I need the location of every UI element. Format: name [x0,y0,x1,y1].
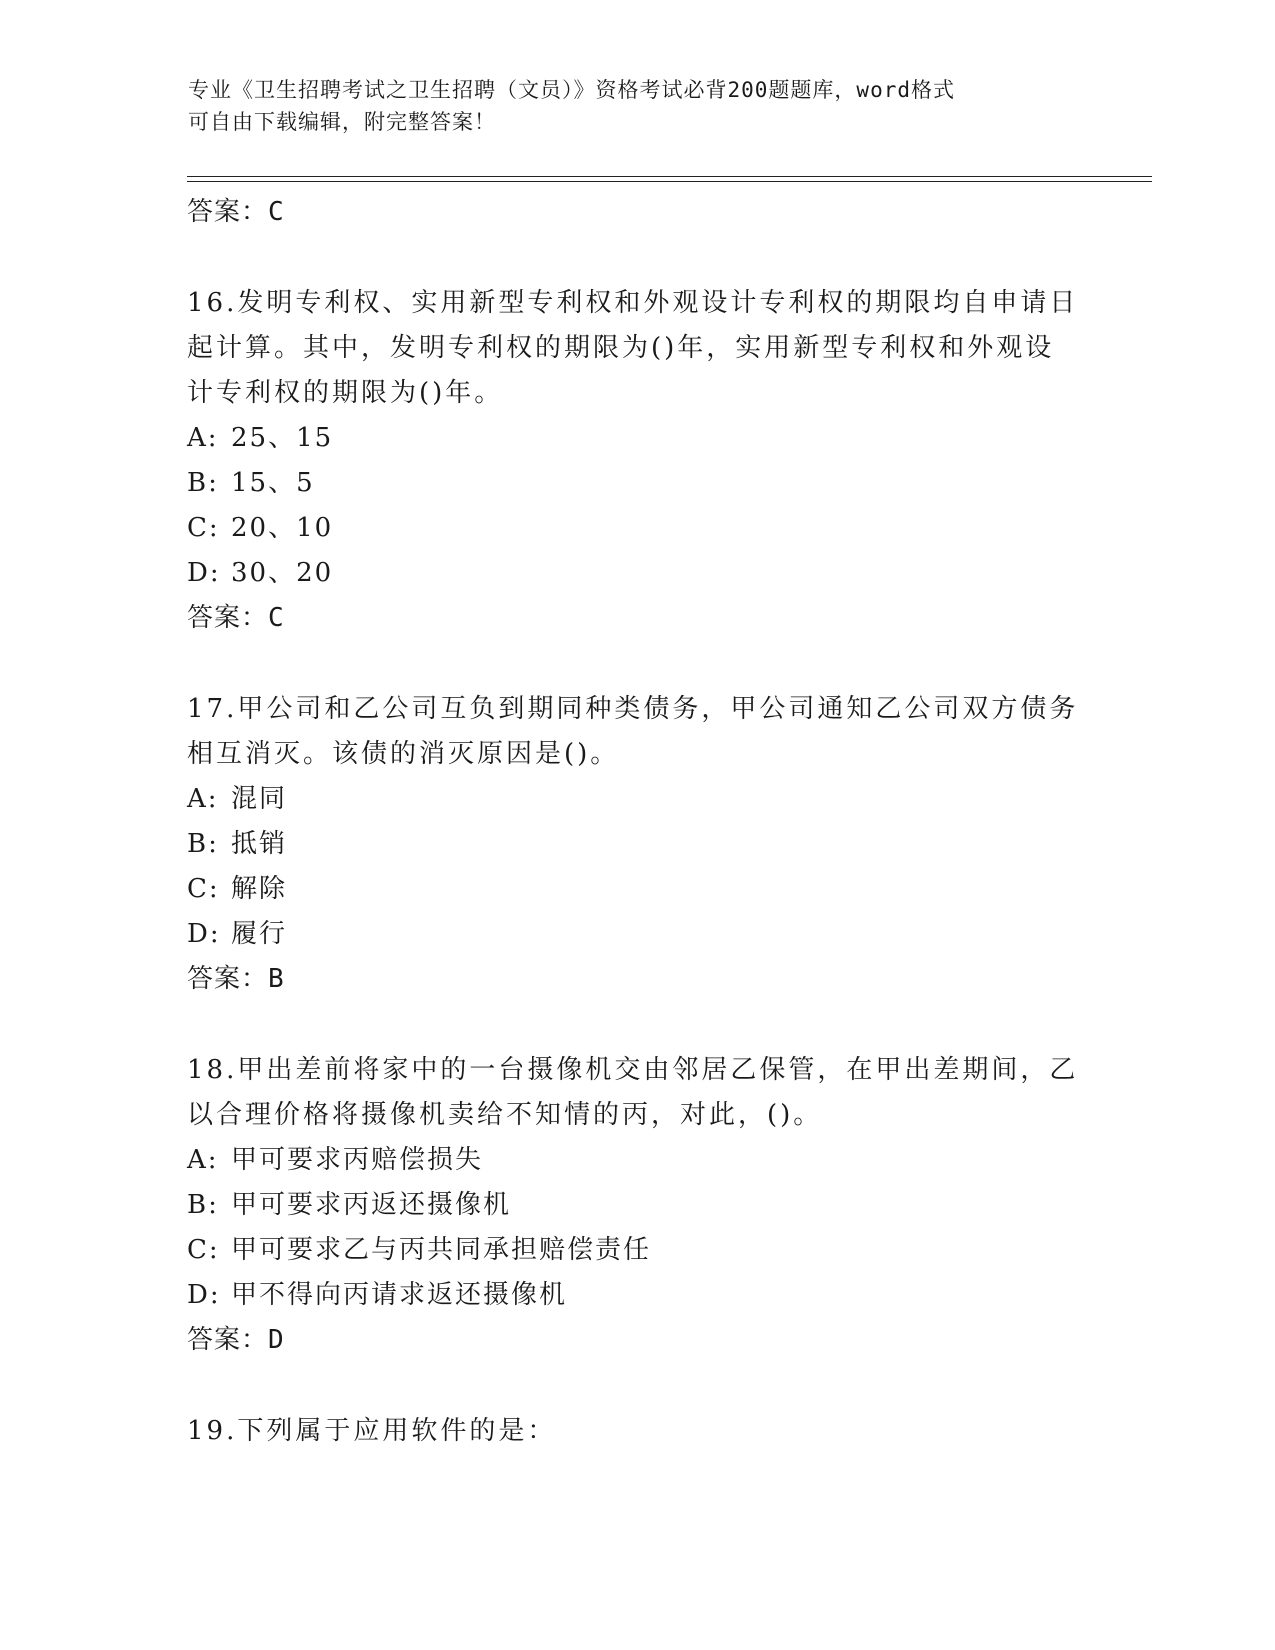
question-text-line: 16.发明专利权、实用新型专利权和外观设计专利权的期限均自申请日 [187,288,1079,318]
option-d [187,551,1087,596]
option-key: C: [187,513,220,543]
option-text: 25、15 [231,423,334,453]
header-line-2: 可自由下载编辑，附完整答案！ [188,110,496,134]
option-key: D: [187,558,221,588]
option-text: 30、20 [231,558,334,588]
option-key: B: [187,1190,219,1220]
option-text: 抵销 [231,829,288,859]
option-text: 甲不得向丙请求返还摄像机 [231,1280,568,1310]
spacer [187,1362,1087,1409]
question-18 [187,1048,1087,1362]
option-b [187,822,1087,867]
option-key: C: [187,874,220,904]
question-text-line: 18.甲出差前将家中的一台摄像机交由邻居乙保管，在甲出差期间，乙 [187,1055,1079,1085]
header-line-1: 专业《卫生招聘考试之卫生招聘（文员）》资格考试必背200题题库，word格式 [188,78,955,102]
document-header [188,74,1088,138]
option-b [187,461,1087,506]
option-text: 甲可要求乙与丙共同承担赔偿责任 [231,1235,652,1265]
option-text: 解除 [231,874,288,904]
question-19 [187,1409,1087,1454]
question-text-line: 起计算。其中，发明专利权的期限为()年，实用新型专利权和外观设 [187,333,1055,363]
spacer [187,640,1087,687]
option-key: D: [187,919,221,949]
question-17 [187,687,1087,1001]
option-text: 20、10 [231,513,334,543]
option-key: A: [187,784,219,814]
spacer [187,1001,1087,1048]
option-text: 15、5 [231,468,315,498]
option-d [187,912,1087,957]
option-key: A: [187,423,219,453]
option-c [187,867,1087,912]
question-text-line: 以合理价格将摄像机卖给不知情的丙，对此，()。 [187,1100,823,1130]
question-text-line: 相互消灭。该债的消灭原因是()。 [187,739,620,769]
option-a [187,777,1087,822]
header-divider-bottom [187,181,1152,182]
option-key: B: [187,829,219,859]
option-text: 履行 [231,919,288,949]
question-list [187,190,1087,1454]
answer-line: 答案：D [187,1325,285,1355]
option-c [187,1228,1087,1273]
question-16 [187,281,1087,640]
question-text-line: 19.下列属于应用软件的是： [187,1416,557,1446]
option-key: A: [187,1145,219,1175]
option-a [187,416,1087,461]
option-d [187,1273,1087,1318]
option-b [187,1183,1087,1228]
option-c [187,506,1087,551]
option-text: 甲可要求丙返还摄像机 [231,1190,512,1220]
option-text: 甲可要求丙赔偿损失 [231,1145,484,1175]
spacer [187,234,1087,281]
option-key: C: [187,1235,220,1265]
answer-line: 答案：C [187,197,285,227]
answer-line: 答案：B [187,964,285,994]
question-text-line: 计专利权的期限为()年。 [187,378,504,408]
question-text-line: 17.甲公司和乙公司互负到期同种类债务，甲公司通知乙公司双方债务 [187,694,1079,724]
header-divider-top [187,176,1152,177]
option-key: D: [187,1280,221,1310]
option-key: B: [187,468,219,498]
option-a [187,1138,1087,1183]
answer-line: 答案：C [187,603,285,633]
option-text: 混同 [231,784,288,814]
